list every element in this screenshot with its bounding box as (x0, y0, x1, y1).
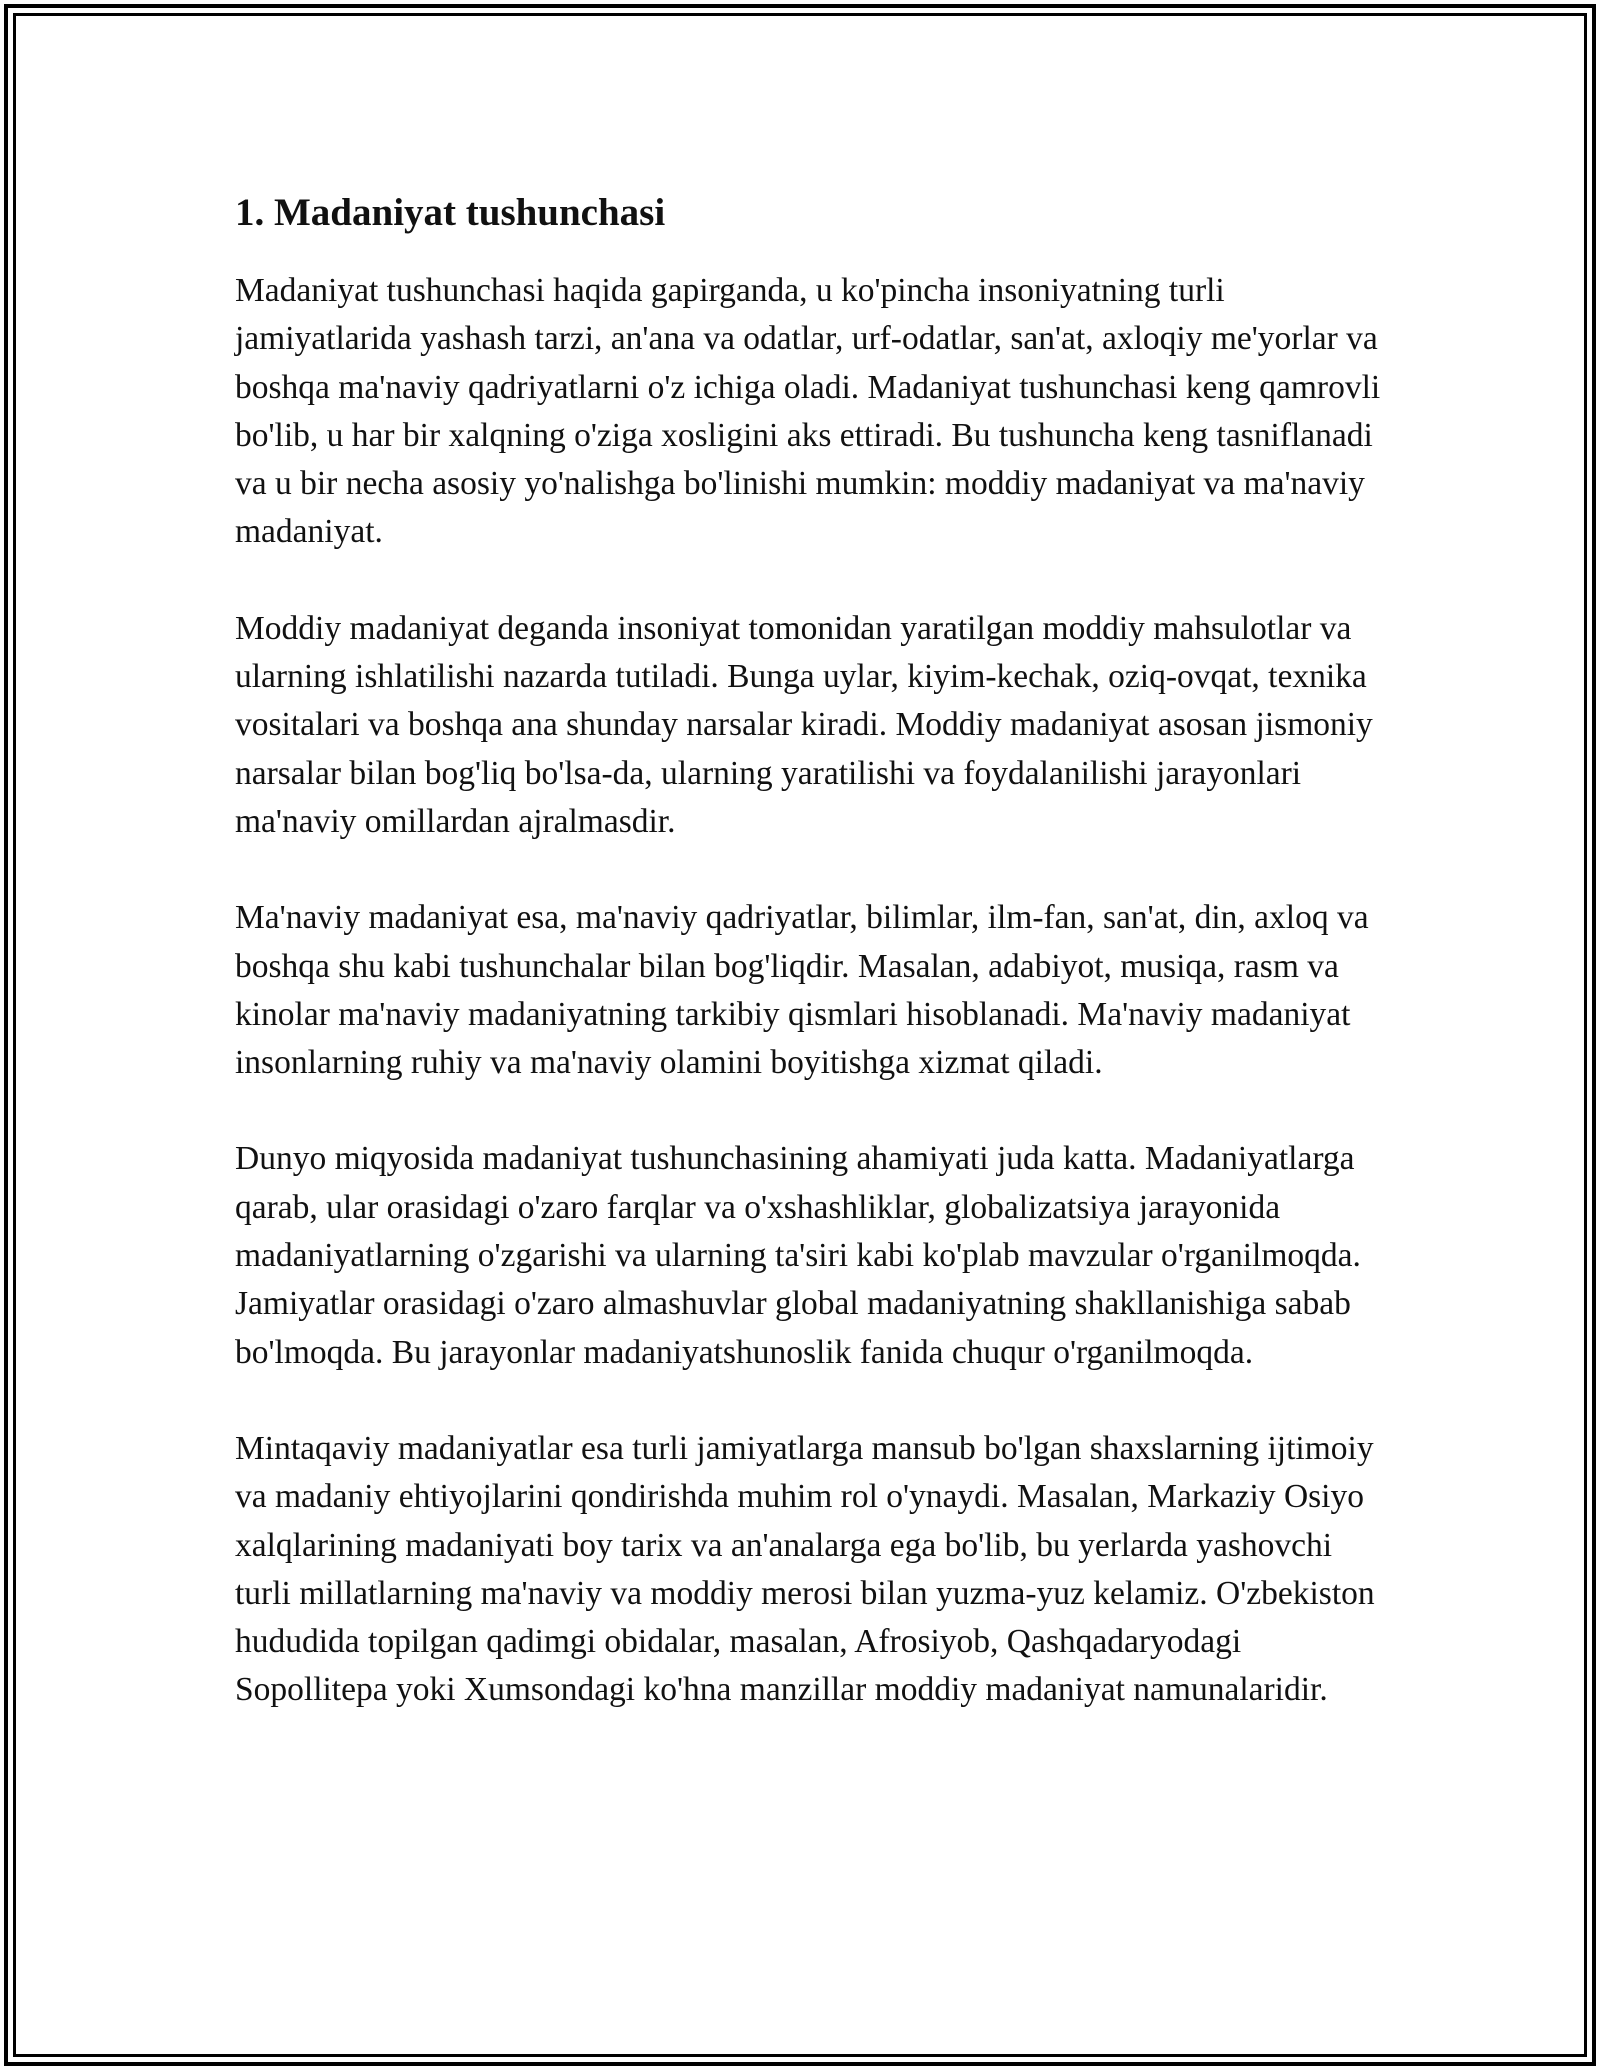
section-heading: 1. Madaniyat tushunchasi (235, 191, 666, 234)
paragraph-1: Madaniyat tushunchasi haqida gapirganda, u ko'pincha insoniyatning turli jamiyatlarida yashash tarzi, an'ana va odatlar, urf-odatlar, san'at, axloqiy me'yorlar va boshqa ma'naviy qadriyatlarni o'z ichiga oladi. Madaniyat tushunchasi keng qamrovli bo'lib, u har bir xalqning o'ziga xosligini aks ettiradi. Bu tushuncha keng tasniflanadi va u bir necha asosiy yo'nalishga bo'linishi mumkin: moddiy madaniyat va ma'naviy madaniyat. (235, 272, 1381, 551)
paragraph-2: Moddiy madaniyat deganda insoniyat tomonidan yaratilgan moddiy mahsulotlar va ularning ishlatilishi nazarda tutiladi. Bunga uylar, kiyim-kechak, oziq-ovqat, texnika vositalari va boshqa ana shunday narsalar kiradi. Moddiy madaniyat asosan jismoniy narsalar bilan bog'liq bo'lsa-da, ularning yaratilishi va foydalanilishi jarayonlari ma'naviy omillardan ajralmasdir. (235, 609, 1373, 840)
paragraph-5: Mintaqaviy madaniyatlar esa turli jamiyatlarga mansub bo'lgan shaxslarning ijtimoiy va madaniy ehtiyojlarini qondirishda muhim rol o'ynaydi. Masalan, Markaziy Osiyo xalqlarining madaniyati boy tarix va an'analarga ega bo'lib, bu yerlarda yashovchi turli millatlarning ma'naviy va moddiy merosi bilan yuzma-yuz kelamiz. O'zbekiston hududida topilgan qadimgi obidalar, masalan, Afrosiyob, Qashqadaryodagi Sopollitepa yoki Xumsondagi ko'hna manzillar moddiy madaniyat namunalaridir. (235, 1429, 1375, 1709)
paragraph-4: Dunyo miqyosida madaniyat tushunchasining ahamiyati juda katta. Madaniyatlarga qarab, ular orasidagi o'zaro farqlar va o'xshashliklar, globalizatsiya jarayonida madaniyatlarning o'zgarishi va ularning ta'siri kabi ko'plab mavzular o'rganilmoqda. Jamiyatlar orasidagi o'zaro almashuvlar global madaniyatning shakllanishiga sabab bo'lmoqda. Bu jarayonlar madaniyatshunoslik fanida chuqur o'rganilmoqda. (235, 1140, 1361, 1371)
document-body (235, 185, 1385, 1763)
paragraph-3: Ma'naviy madaniyat esa, ma'naviy qadriyatlar, bilimlar, ilm-fan, san'at, din, axloq va boshqa shu kabi tushunchalar bilan bog'liqdir. Masalan, adabiyot, musiqa, rasm va kinolar ma'naviy madaniyatning tarkibiy qismlari hisoblanadi. Ma'naviy madaniyat insonlarning ruhiy va ma'naviy olamini boyitishga xizmat qiladi. (235, 899, 1369, 1082)
